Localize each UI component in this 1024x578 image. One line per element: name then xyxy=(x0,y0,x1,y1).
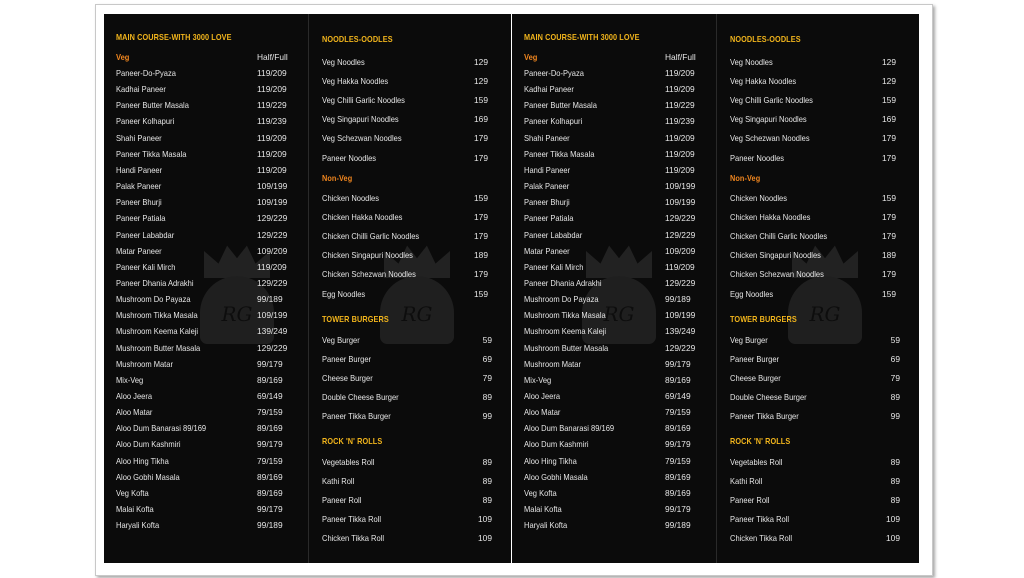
menu-item-price: 109 xyxy=(886,514,900,525)
menu-item-price: 99/179 xyxy=(665,439,691,450)
menu-item-name: Double Cheese Burger xyxy=(730,392,807,403)
menu-item-price: 69 xyxy=(482,354,492,365)
menu-item-name: Veg Hakka Noodles xyxy=(322,76,389,87)
menu-page-left xyxy=(104,14,511,563)
menu-item-name: Kathi Roll xyxy=(322,476,355,487)
menu-item-name: Mix-Veg xyxy=(116,374,144,385)
menu-item-price: 129 xyxy=(882,76,896,87)
menu-item-name: Kathi Roll xyxy=(730,476,763,487)
menu-item-price: 129 xyxy=(882,57,896,67)
menu-item-name: Paneer Tikka Burger xyxy=(730,411,799,422)
menu-item-price: 179 xyxy=(474,231,488,242)
menu-item-price: 119/229 xyxy=(257,100,287,111)
menu-item-name: Veg Noodles xyxy=(322,57,365,67)
menu-item-price: 69/149 xyxy=(665,391,691,401)
menu-item-price: 179 xyxy=(474,152,488,163)
menu-item-price: 109/199 xyxy=(257,197,288,208)
menu-item-price: 119/209 xyxy=(257,68,287,78)
menu-item-price: 119/209 xyxy=(257,84,287,95)
menu-item-name: Paneer Roll xyxy=(322,495,362,506)
menu-item-price: 109 xyxy=(478,514,492,525)
menu-item-name: Paneer Lababdar xyxy=(524,229,583,240)
menu-item-price: 179 xyxy=(882,212,896,223)
menu-item-price: 129/229 xyxy=(257,229,288,240)
menu-item-price: 69/149 xyxy=(257,391,283,401)
menu-item-price: 179 xyxy=(474,133,488,144)
menu-item-price: 129/229 xyxy=(257,342,288,353)
menu-page-right xyxy=(512,14,919,563)
menu-item-name: Paneer Burger xyxy=(730,354,780,365)
menu-item-price: 159 xyxy=(474,95,488,106)
menu-item-price: 89 xyxy=(890,476,900,487)
menu-item-name: Veg Chilli Garlic Noodles xyxy=(322,95,405,106)
menu-item-name: Chicken Chilli Garlic Noodles xyxy=(730,231,828,242)
menu-item-name: Aloo Matar xyxy=(116,407,153,418)
menu-item-name: Aloo Hing Tikha xyxy=(116,455,169,466)
menu-item-name: Palak Paneer xyxy=(116,181,162,192)
menu-item-price: 99/189 xyxy=(665,294,691,305)
menu-item-price: 119/209 xyxy=(665,68,695,78)
menu-item-price: 179 xyxy=(882,152,896,163)
menu-item-price: 119/209 xyxy=(257,164,287,175)
menu-item-price: 119/229 xyxy=(665,100,695,111)
menu-item-name: Aloo Dum Kashmiri xyxy=(524,439,589,450)
menu-item-name: Aloo Hing Tikha xyxy=(524,455,577,466)
nonveg-heading: Non-Veg xyxy=(322,173,353,183)
menu-item-price: 129/229 xyxy=(665,342,696,353)
menu-item-name: Kadhai Paneer xyxy=(524,84,574,95)
menu-item-name: Vegetables Roll xyxy=(730,457,783,467)
menu-item-name: Chicken Hakka Noodles xyxy=(322,212,403,223)
noodles-heading: NOODLES-OODLES xyxy=(730,34,801,44)
menu-item-name: Veg Kofta xyxy=(116,487,149,498)
menu-item-name: Paneer Noodles xyxy=(730,152,785,163)
menu-item-name: Paneer Burger xyxy=(322,354,372,365)
veg-label: Veg xyxy=(524,52,538,62)
menu-item-price: 79/159 xyxy=(665,407,691,418)
menu-item-price: 89/169 xyxy=(665,471,691,482)
menu-item-price: 169 xyxy=(882,114,896,125)
menu-item-name: Paneer Dhania Adrakhi xyxy=(116,277,194,288)
menu-item-price: 159 xyxy=(882,193,896,203)
menu-item-price: 169 xyxy=(474,114,488,125)
menu-item-name: Chicken Tikka Roll xyxy=(730,533,793,544)
menu-item-name: Handi Paneer xyxy=(524,164,571,175)
menu-item-price: 99 xyxy=(482,411,492,422)
menu-item-name: Paneer Tikka Roll xyxy=(322,514,382,525)
menu-item-price: 79/159 xyxy=(257,455,283,466)
menu-item-price: 89/169 xyxy=(257,471,283,482)
menu-item-name: Paneer Tikka Roll xyxy=(730,514,790,525)
menu-item-name: Paneer Patiala xyxy=(116,213,166,224)
menu-item-price: 109/199 xyxy=(665,181,696,192)
menu-item-name: Shahi Paneer xyxy=(524,132,570,143)
menu-item-price: 109/199 xyxy=(257,181,288,192)
menu-item-price: 119/209 xyxy=(665,132,695,143)
size-label: Half/Full xyxy=(257,52,288,62)
menu-item-name: Aloo Matar xyxy=(524,407,561,418)
menu-item-price: 99/179 xyxy=(665,358,691,369)
menu-item-name: Paneer Kolhapuri xyxy=(116,116,175,127)
crown-chef-logo-watermark: RG xyxy=(574,242,664,352)
menu-item-name: Cheese Burger xyxy=(730,373,781,384)
menu-item-price: 59 xyxy=(890,335,900,345)
menu-item-price: 119/209 xyxy=(665,261,695,272)
menu-item-price: 119/239 xyxy=(257,116,287,127)
menu-item-price: 159 xyxy=(474,193,488,203)
menu-item-name: Paneer Kolhapuri xyxy=(524,116,583,127)
menu-item-price: 89 xyxy=(890,457,900,467)
menu-item-price: 119/239 xyxy=(665,116,695,127)
menu-item-price: 119/209 xyxy=(257,148,287,159)
menu-item-price: 59 xyxy=(482,335,492,345)
menu-item-name: Mushroom Matar xyxy=(524,358,581,369)
menu-item-name: Aloo Dum Banarasi 89/169 xyxy=(524,423,615,434)
menu-item-price: 89 xyxy=(482,457,492,467)
menu-item-price: 89/169 xyxy=(665,487,691,498)
menu-item-name: Mushroom Butter Masala xyxy=(524,342,609,353)
menu-item-name: Veg Schezwan Noodles xyxy=(730,133,810,144)
crown-chef-logo-watermark: RG xyxy=(372,242,462,352)
menu-item-price: 99/179 xyxy=(257,358,283,369)
menu-item-price: 79/159 xyxy=(665,455,691,466)
menu-item-price: 129 xyxy=(474,76,488,87)
menu-item-price: 99/179 xyxy=(665,504,691,515)
menu-item-price: 179 xyxy=(474,212,488,223)
menu-item-price: 89 xyxy=(890,495,900,506)
menu-item-name: Paneer Tikka Masala xyxy=(116,148,187,159)
menu-item-price: 79/159 xyxy=(257,407,283,418)
menu-item-price: 99/189 xyxy=(257,294,283,305)
menu-item-price: 89 xyxy=(482,392,492,403)
menu-item-name: Paneer-Do-Pyaza xyxy=(524,68,584,78)
crown-chef-logo-watermark: RG xyxy=(780,242,870,352)
menu-item-name: Aloo Gobhi Masala xyxy=(524,471,588,482)
menu-item-name: Paneer Lababdar xyxy=(116,229,175,240)
burgers-heading: TOWER BURGERS xyxy=(730,314,797,324)
column-divider xyxy=(716,14,717,563)
menu-item-price: 179 xyxy=(474,269,488,280)
menu-item-price: 109 xyxy=(478,533,492,544)
menu-item-price: 129/229 xyxy=(665,229,696,240)
menu-item-price: 119/209 xyxy=(257,261,287,272)
menu-item-name: Matar Paneer xyxy=(116,245,162,256)
menu-item-price: 89/169 xyxy=(257,423,283,434)
menu-item-price: 99/189 xyxy=(257,520,283,531)
menu-item-name: Veg Burger xyxy=(322,335,360,345)
menu-item-price: 119/209 xyxy=(257,132,287,143)
menu-item-name: Haryali Kofta xyxy=(116,520,160,531)
menu-item-price: 69 xyxy=(890,354,900,365)
column-divider xyxy=(308,14,309,563)
menu-item-name: Chicken Singapuri Noodles xyxy=(322,250,413,261)
menu-item-price: 189 xyxy=(474,250,488,261)
menu-item-name: Aloo Jeera xyxy=(524,391,561,401)
menu-item-price: 89/169 xyxy=(665,423,691,434)
menu-item-name: Cheese Burger xyxy=(322,373,373,384)
menu-item-name: Paneer Butter Masala xyxy=(524,100,597,111)
menu-item-price: 109 xyxy=(886,533,900,544)
size-label: Half/Full xyxy=(665,52,696,62)
menu-item-price: 159 xyxy=(882,288,896,299)
menu-item-price: 189 xyxy=(882,250,896,261)
menu-item-name: Palak Paneer xyxy=(524,181,570,192)
menu-item-price: 129/229 xyxy=(665,213,696,224)
menu-item-name: Handi Paneer xyxy=(116,164,163,175)
menu-item-price: 109/199 xyxy=(665,197,696,208)
menu-item-name: Mix-Veg xyxy=(524,374,552,385)
menu-item-price: 79 xyxy=(482,373,492,384)
menu-item-price: 89/169 xyxy=(257,487,283,498)
menu-item-name: Chicken Noodles xyxy=(322,193,379,203)
menu-item-name: Egg Noodles xyxy=(730,288,774,299)
menu-item-name: Malai Kofta xyxy=(116,504,154,515)
menu-item-price: 109/199 xyxy=(665,310,696,321)
menu-item-name: Kadhai Paneer xyxy=(116,84,166,95)
menu-item-price: 89 xyxy=(890,392,900,403)
menu-item-name: Mushroom Matar xyxy=(116,358,173,369)
menu-item-name: Mushroom Tikka Masala xyxy=(116,310,198,321)
menu-item-price: 99/179 xyxy=(257,439,283,450)
menu-item-price: 159 xyxy=(474,288,488,299)
menu-item-name: Chicken Singapuri Noodles xyxy=(730,250,821,261)
menu-item-name: Paneer Noodles xyxy=(322,152,377,163)
menu-item-name: Veg Singapuri Noodles xyxy=(730,114,807,125)
menu-item-price: 89/169 xyxy=(257,374,283,385)
menu-item-name: Paneer Tikka Burger xyxy=(322,411,391,422)
menu-item-price: 89/169 xyxy=(665,374,691,385)
menu-item-name: Veg Singapuri Noodles xyxy=(322,114,399,125)
menu-item-name: Paneer-Do-Pyaza xyxy=(116,68,176,78)
menu-item-price: 129/229 xyxy=(665,277,696,288)
menu-item-name: Mushroom Do Payaza xyxy=(524,294,599,305)
menu-item-name: Chicken Schezwan Noodles xyxy=(730,269,824,280)
menu-item-price: 109/209 xyxy=(257,245,288,256)
menu-item-name: Aloo Gobhi Masala xyxy=(116,471,180,482)
menu-item-price: 79 xyxy=(890,373,900,384)
menu-item-name: Veg Schezwan Noodles xyxy=(322,133,402,144)
menu-item-name: Aloo Dum Banarasi 89/169 xyxy=(116,423,207,434)
menu-item-name: Chicken Noodles xyxy=(730,193,787,203)
menu-item-price: 179 xyxy=(882,231,896,242)
menu-item-name: Shahi Paneer xyxy=(116,132,162,143)
menu-item-name: Veg Kofta xyxy=(524,487,557,498)
nonveg-heading: Non-Veg xyxy=(730,173,761,183)
menu-item-name: Vegetables Roll xyxy=(322,457,375,467)
menu-item-price: 139/249 xyxy=(257,326,288,337)
main-course-heading: MAIN COURSE-WITH 3000 LOVE xyxy=(116,32,232,42)
noodles-heading: NOODLES-OODLES xyxy=(322,34,393,44)
menu-item-name: Egg Noodles xyxy=(322,288,366,299)
menu-item-name: Paneer Dhania Adrakhi xyxy=(524,277,602,288)
menu-item-name: Veg Noodles xyxy=(730,57,773,67)
menu-item-price: 119/209 xyxy=(665,148,695,159)
menu-item-name: Chicken Hakka Noodles xyxy=(730,212,811,223)
menu-item-name: Mushroom Butter Masala xyxy=(116,342,201,353)
menu-item-name: Matar Paneer xyxy=(524,245,570,256)
menu-item-name: Malai Kofta xyxy=(524,504,562,515)
menu-item-price: 89 xyxy=(482,495,492,506)
menu-item-name: Veg Burger xyxy=(730,335,768,345)
menu-item-name: Paneer Patiala xyxy=(524,213,574,224)
menu-item-price: 139/249 xyxy=(665,326,696,337)
menu-item-name: Paneer Bhurji xyxy=(524,197,570,208)
menu-item-price: 109/209 xyxy=(665,245,696,256)
menu-item-name: Chicken Chilli Garlic Noodles xyxy=(322,231,420,242)
menu-item-price: 109/199 xyxy=(257,310,288,321)
menu-item-price: 129 xyxy=(474,57,488,67)
menu-item-name: Double Cheese Burger xyxy=(322,392,399,403)
menu-item-name: Paneer Kali Mirch xyxy=(116,261,176,272)
menu-item-price: 89 xyxy=(482,476,492,487)
menu-item-price: 119/209 xyxy=(665,84,695,95)
menu-item-name: Chicken Tikka Roll xyxy=(322,533,385,544)
menu-item-name: Veg Chilli Garlic Noodles xyxy=(730,95,813,106)
menu-item-name: Paneer Kali Mirch xyxy=(524,261,584,272)
menu-item-name: Paneer Butter Masala xyxy=(116,100,189,111)
menu-item-price: 99/189 xyxy=(665,520,691,531)
menu-item-name: Paneer Tikka Masala xyxy=(524,148,595,159)
menu-item-price: 119/209 xyxy=(665,164,695,175)
menu-item-name: Paneer Bhurji xyxy=(116,197,162,208)
menu-item-price: 159 xyxy=(882,95,896,106)
rolls-heading: ROCK 'N' ROLLS xyxy=(730,436,791,446)
main-course-heading: MAIN COURSE-WITH 3000 LOVE xyxy=(524,32,640,42)
crown-chef-logo-watermark: RG xyxy=(192,242,282,352)
menu-item-price: 179 xyxy=(882,269,896,280)
menu-item-name: Aloo Dum Kashmiri xyxy=(116,439,181,450)
menu-item-price: 99/179 xyxy=(257,504,283,515)
burgers-heading: TOWER BURGERS xyxy=(322,314,389,324)
menu-item-name: Mushroom Keema Kaleji xyxy=(116,326,199,337)
menu-item-name: Chicken Schezwan Noodles xyxy=(322,269,416,280)
menu-item-name: Aloo Jeera xyxy=(116,391,153,401)
menu-item-price: 129/229 xyxy=(257,213,288,224)
menu-item-price: 99 xyxy=(890,411,900,422)
menu-item-price: 129/229 xyxy=(257,277,288,288)
menu-item-name: Veg Hakka Noodles xyxy=(730,76,797,87)
veg-label: Veg xyxy=(116,52,130,62)
menu-item-name: Paneer Roll xyxy=(730,495,770,506)
rolls-heading: ROCK 'N' ROLLS xyxy=(322,436,383,446)
menu-item-name: Haryali Kofta xyxy=(524,520,568,531)
menu-item-name: Mushroom Do Payaza xyxy=(116,294,191,305)
menu-item-name: Mushroom Tikka Masala xyxy=(524,310,606,321)
menu-item-price: 179 xyxy=(882,133,896,144)
menu-item-name: Mushroom Keema Kaleji xyxy=(524,326,607,337)
